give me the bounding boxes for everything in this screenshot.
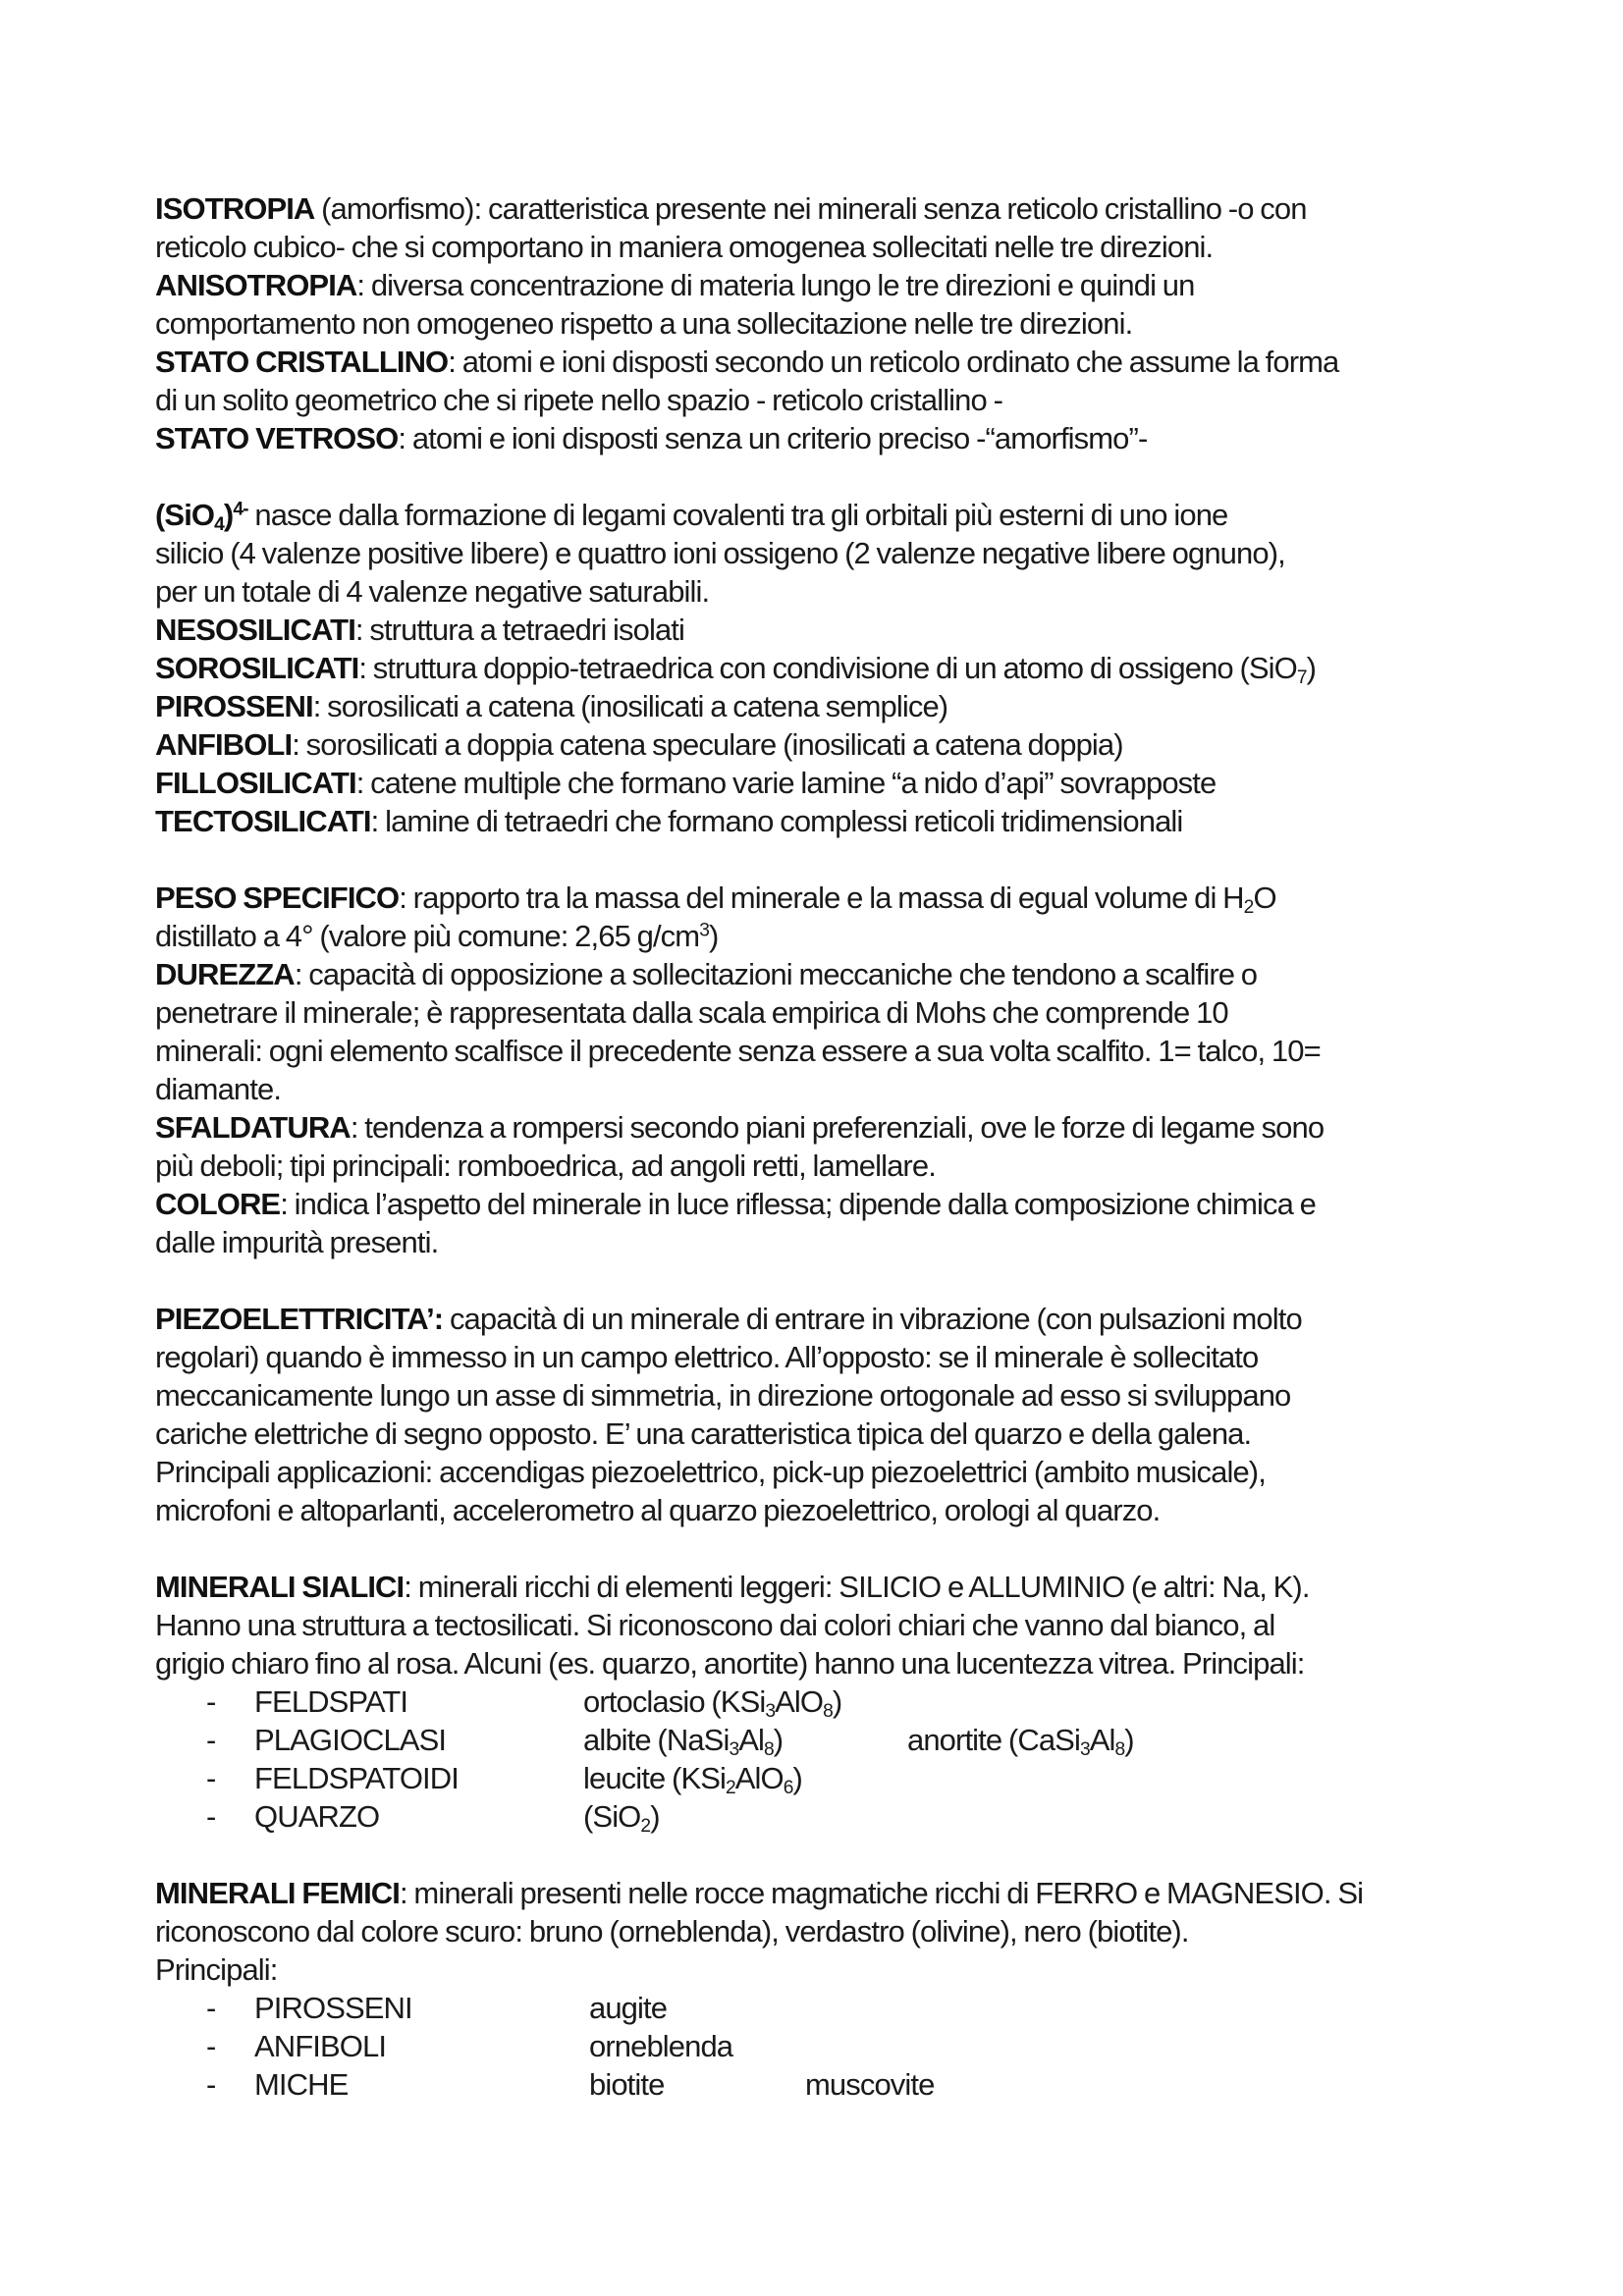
stato-vetroso-line: STATO VETROSO: atomi e ioni disposti senza un criterio preciso -“amorfismo”- (155, 421, 1148, 455)
list-item: - QUARZO (SiO$_2$) (206, 1799, 660, 1837)
sorosilicati-line: SOROSILICATI: struttura doppio-tetraedrica con condivisione di un atomo di ossigeno (SiO$_7$) (155, 651, 1317, 688)
sialici-line-3: grigio chiaro fino al rosa. Alcuni (es. quarzo, anortite) hanno una lucentezza vitrea. Principali: (155, 1646, 1305, 1681)
durezza-term: DUREZZA (155, 957, 295, 991)
peso-specifico-line-1: PESO SPECIFICO: rapporto tra la massa del minerale e la massa di egual volume di $H_2O$ (155, 881, 1276, 918)
femici-line-1: MINERALI FEMICI: minerali presenti nelle rocce magmatiche ricchi di FERRO e MAGNESIO. Si (155, 1876, 1364, 1910)
anisotropia-line-2: comportamento non omogeneo rispetto a una sollecitazione nelle tre direzioni. (155, 306, 1133, 341)
piezo-line-2: regolari) quando è immesso in un campo elettrico. All’opposto: se il minerale è sollecitato (155, 1340, 1259, 1374)
piezo-line-3: meccanicamente lungo un asse di simmetria, in direzione ortogonale ad esso si sviluppano (155, 1378, 1291, 1413)
tectosilicati-term: TECTOSILICATI (155, 804, 371, 838)
list-item: - ANFIBOLI orneblenda (206, 2029, 733, 2063)
sorosilicati-term: SOROSILICATI (155, 651, 359, 685)
femici-line-2: riconoscono dal colore scuro: bruno (orneblenda), verdastro (olivine), nero (biotite). (155, 1914, 1189, 1949)
fillosilicati-line: FILLOSILICATI: catene multiple che formano varie lamine “a nido d’api” sovrapposte (155, 766, 1217, 800)
piezo-line-5: Principali applicazioni: accendigas piezoelettrico, pick-up piezoelettrici (ambito musicale), (155, 1455, 1266, 1489)
piezo-section (155, 1300, 1490, 1529)
silicate-formula: $(SiO_4)^{4-}$ (155, 498, 248, 535)
piezo-line-4: cariche elettriche di segno opposto. E’ una caratteristica tipica del quarzo e della galena. (155, 1416, 1252, 1451)
durezza-line-4: diamante. (155, 1072, 282, 1106)
anfiboli-line: ANFIBOLI: sorosilicati a doppia catena speculare (inosilicati a catena doppia) (155, 727, 1123, 762)
tectosilicati-line: TECTOSILICATI: lamine di tetraedri che formano complessi reticoli tridimensionali (155, 804, 1183, 838)
colore-term: COLORE (155, 1187, 281, 1221)
spacer (155, 1261, 1490, 1300)
anisotropia-term: ANISOTROPIA (155, 268, 357, 302)
list-item: - FELDSPATI ortoclasio (KSi$_3$AlO$_8$) (206, 1684, 842, 1722)
properties-section (155, 879, 1490, 1261)
sialici-line-2: Hanno una struttura a tectosilicati. Si riconoscono dai colori chiari che vanno dal bianco, al (155, 1608, 1275, 1642)
document-page (155, 189, 1490, 2104)
peso-specifico-term: PESO SPECIFICO (155, 881, 400, 915)
pirosseni-line: PIROSSENI: sorosilicati a catena (inosilicati a catena semplice) (155, 689, 948, 723)
pirosseni-term: PIROSSENI (155, 689, 313, 723)
nesosilicati-term: NESOSILICATI (155, 613, 355, 647)
sialici-section (155, 1568, 1490, 1836)
nesosilicati-line: NESOSILICATI: struttura a tetraedri isolati (155, 613, 685, 647)
spacer (155, 840, 1490, 879)
spacer (155, 1836, 1490, 1874)
colore-line-2: dalle impurità presenti. (155, 1225, 439, 1259)
sialici-line-1: MINERALI SIALICI: minerali ricchi di elementi leggeri: SILICIO e ALLUMINIO (e altri: Na, K). (155, 1570, 1310, 1604)
colore-line-1: COLORE: indica l’aspetto del minerale in luce riflessa; dipende dalla composizione chimica e (155, 1187, 1316, 1221)
silicate-line-3: per un totale di 4 valenze negative saturabili. (155, 574, 710, 609)
durezza-line-2: penetrare il minerale; è rappresentata dalla scala empirica di Mohs che comprende 10 (155, 995, 1228, 1030)
sfaldatura-line-1: SFALDATURA: tendenza a rompersi secondo piani preferenziali, ove le forze di legame sono (155, 1110, 1325, 1145)
piezo-line-6: microfoni e altoparlanti, accelerometro al quarzo piezoelettrico, orologi al quarzo. (155, 1493, 1161, 1527)
definitions-section (155, 189, 1490, 457)
durezza-line-3: minerali: ogni elemento scalfisce il precedente senza essere a sua volta scalfito. 1= talco, 10= (155, 1034, 1321, 1068)
anfiboli-term: ANFIBOLI (155, 727, 293, 762)
list-item: - MICHE biotite muscovite (206, 2067, 935, 2102)
stato-vetroso-term: STATO VETROSO (155, 421, 399, 455)
peso-specifico-line-2: distillato a 4° (valore più comune: 2,65 $g/cm^3$) (155, 919, 719, 953)
sialici-list (155, 1682, 1490, 1836)
femici-section (155, 1874, 1490, 2104)
piezo-line-1: PIEZOELETTRICITA’: capacità di un minerale di entrare in vibrazione (con pulsazioni molto (155, 1302, 1302, 1336)
anisotropia-line-1: ANISOTROPIA: diversa concentrazione di materia lungo le tre direzioni e quindi un (155, 268, 1195, 302)
femici-line-3: Principali: (155, 1952, 278, 1987)
spacer (155, 457, 1490, 496)
durezza-line-1: DUREZZA: capacità di opposizione a sollecitazioni meccaniche che tendono a scalfire o (155, 957, 1258, 991)
stato-cristallino-line-2: di un solito geometrico che si ripete nello spazio - reticolo cristallino - (155, 383, 1002, 417)
silicate-line-2: silicio (4 valenze positive libere) e quattro ioni ossigeno (2 valenze negative libere ognuno), (155, 536, 1285, 570)
fillosilicati-term: FILLOSILICATI (155, 766, 356, 800)
stato-cristallino-line-1: STATO CRISTALLINO: atomi e ioni disposti secondo un reticolo ordinato che assume la forma (155, 345, 1339, 379)
isotropia-line-2: reticolo cubico- che si comportano in maniera omogenea sollecitati nelle tre direzioni. (155, 230, 1214, 264)
list-item: - FELDSPATOIDI leucite (KSi$_2$AlO$_6$) (206, 1761, 802, 1798)
list-item: - PLAGIOCLASI albite $(NaSi_3Al_8)$ anortite $(CaSi_3Al_8)$ (206, 1723, 1134, 1760)
sialici-term: MINERALI SIALICI (155, 1570, 405, 1604)
femici-list (155, 1989, 1490, 2104)
sfaldatura-line-2: più deboli; tipi principali: romboedrica, ad angoli retti, lamellare. (155, 1148, 936, 1183)
femici-term: MINERALI FEMICI (155, 1876, 400, 1910)
isotropia-term: ISOTROPIA (155, 191, 315, 226)
silicati-section (155, 496, 1490, 840)
piezo-term: PIEZOELETTRICITA’: (155, 1302, 444, 1336)
silicate-line-1: $(SiO_4)^{4-}$ nasce dalla formazione di legami covalenti tra gli orbitali più esterni di uno ione (155, 498, 1228, 535)
spacer (155, 1529, 1490, 1568)
sfaldatura-term: SFALDATURA (155, 1110, 351, 1145)
isotropia-line-1: ISOTROPIA (amorfismo): caratteristica presente nei minerali senza reticolo cristallino -o con (155, 191, 1307, 226)
list-item: - PIROSSENI augite (206, 1991, 668, 2025)
stato-cristallino-term: STATO CRISTALLINO (155, 345, 449, 379)
